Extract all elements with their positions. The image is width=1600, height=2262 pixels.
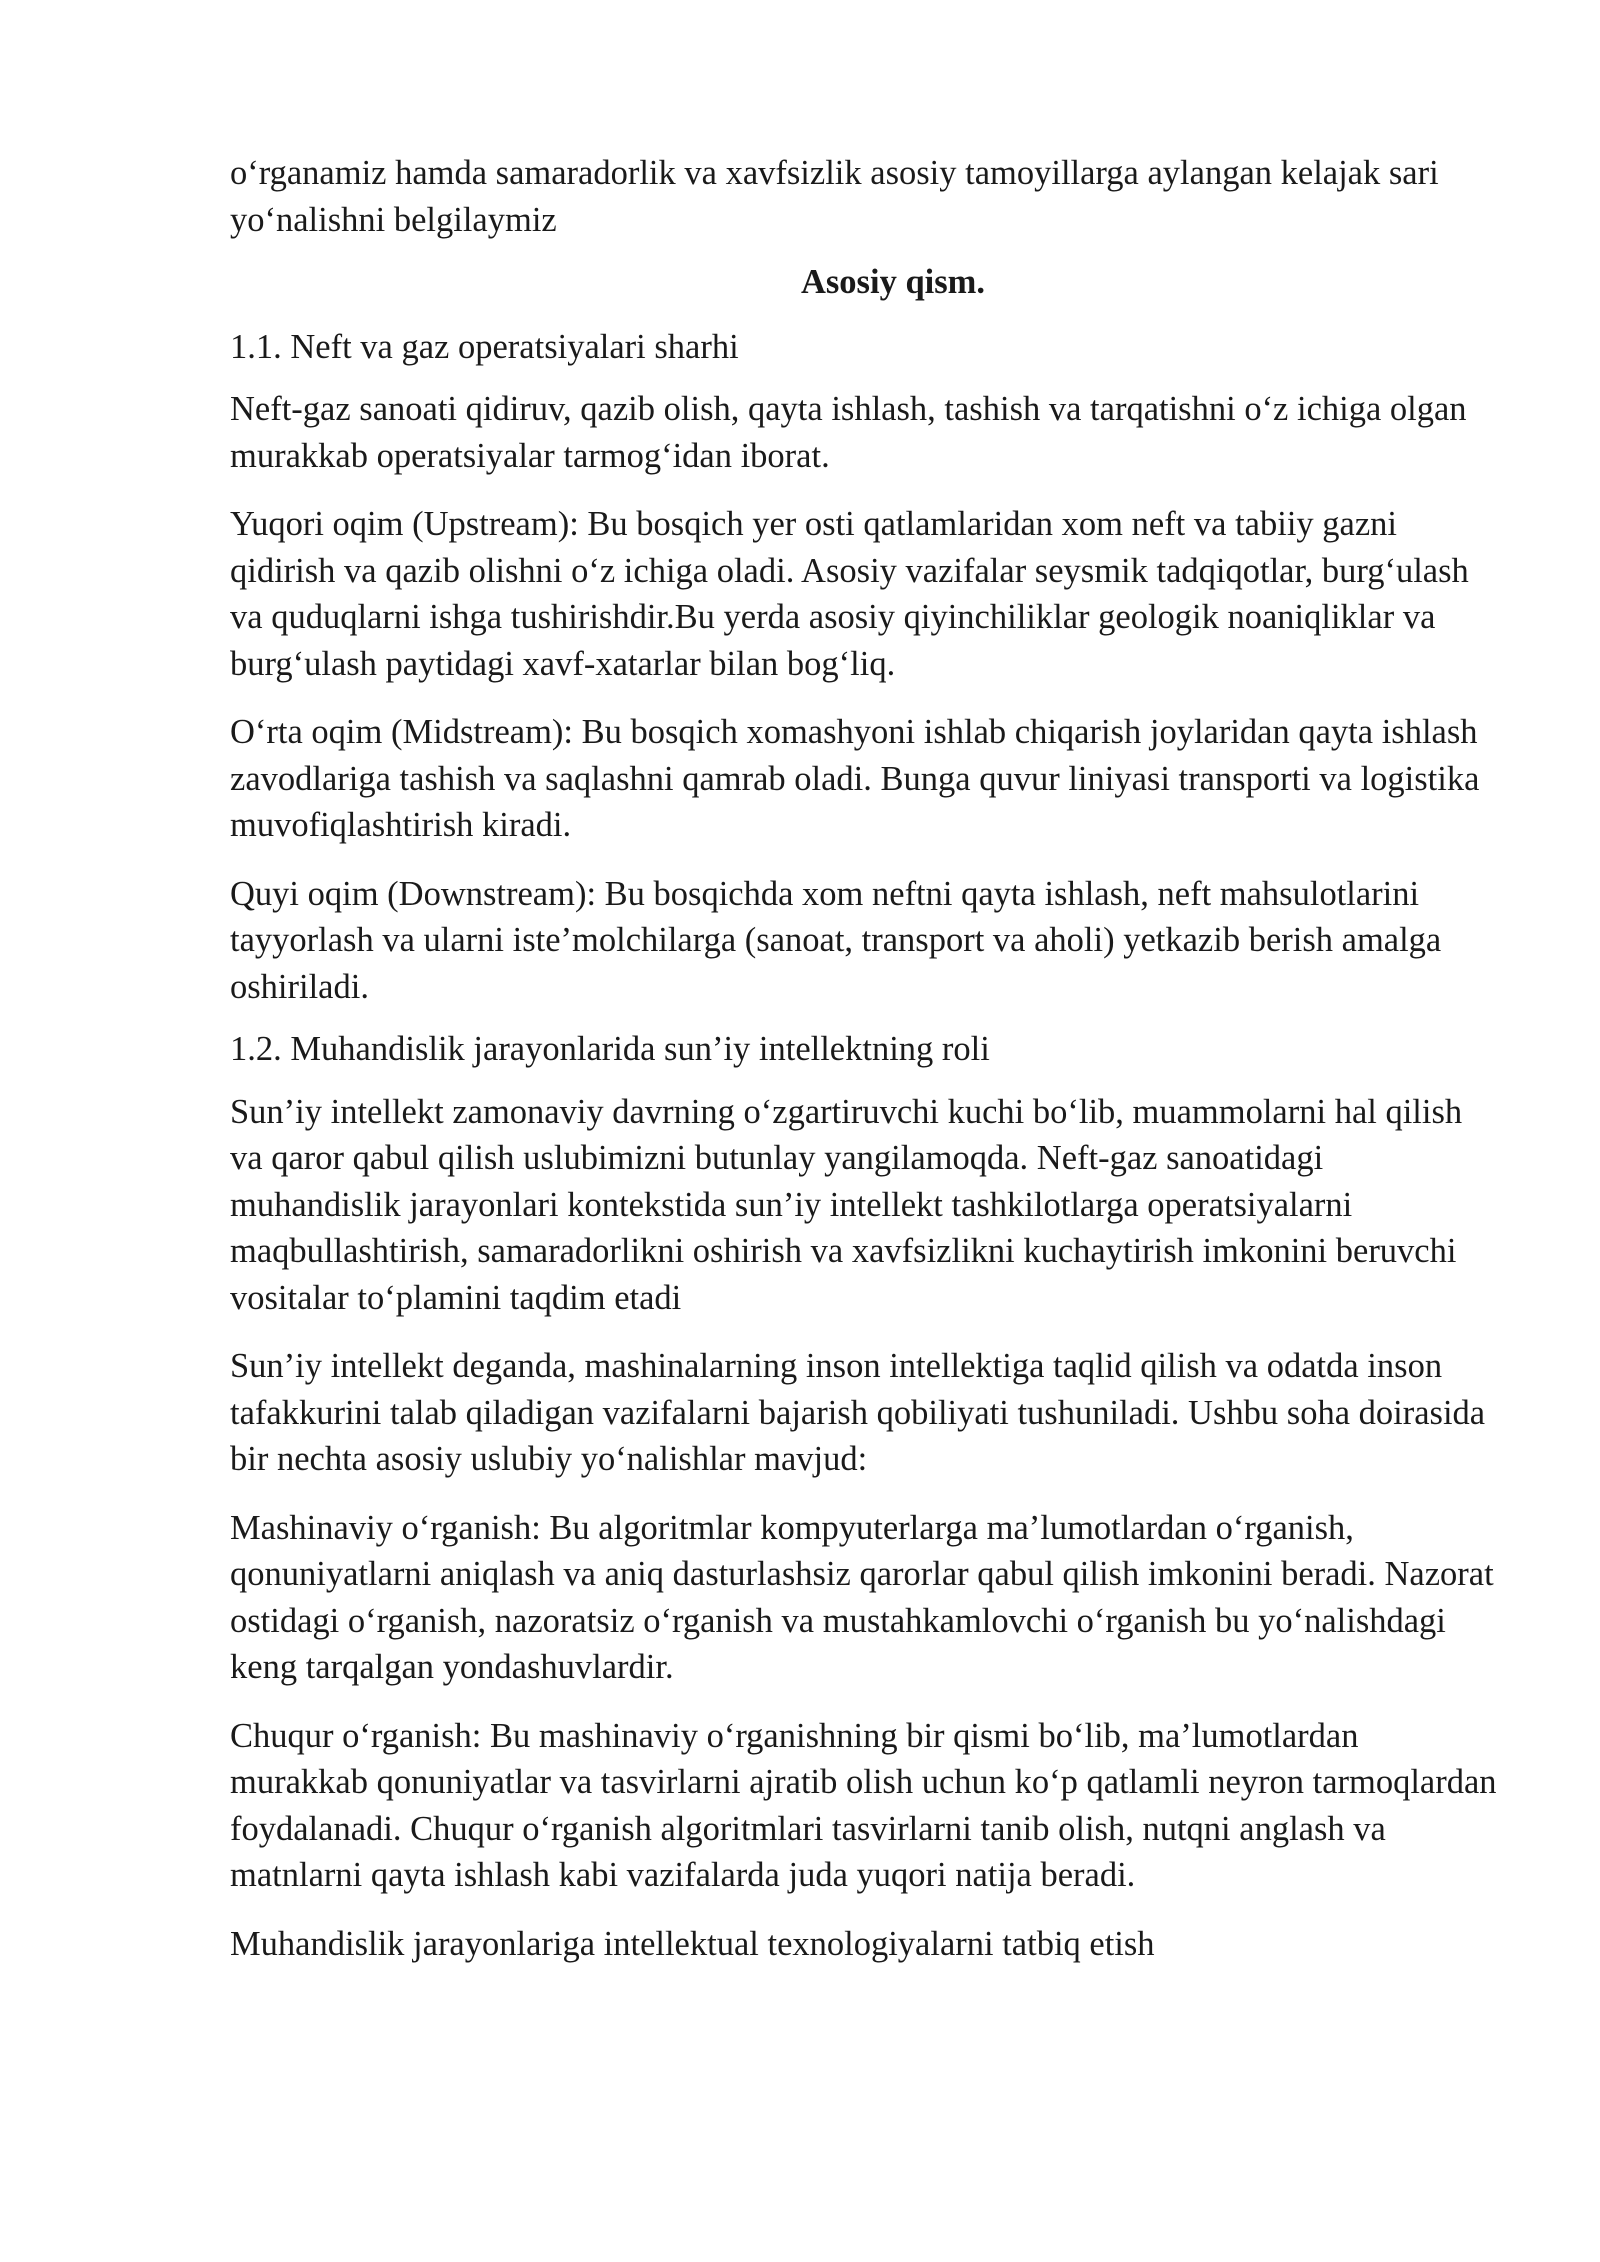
paragraph-deep-learning: Chuqur o‘rganish: Bu mashinaviy o‘rganishning bir qismi bo‘lib, ma’lumotlardan murakkab qonuniyatlar va tasvirlarni ajratib olish uchun ko‘p qatlamli neyron tarmoqlardan foydalanadi. Chuqur o‘rganish algoritmlari tasvirlarni tanib olish, nutqni anglash va matnlarni qayta ishlash kabi vazifalarda juda yuqori natija beradi.: [230, 1716, 1497, 1894]
subsection-heading-1-2: 1.2. Muhandislik jarayonlarida sun’iy intellektning roli: [230, 1030, 990, 1068]
paragraph-ai-role: Sun’iy intellekt zamonaviy davrning o‘zgartiruvchi kuchi bo‘lib, muammolarni hal qilish va qaror qabul qilish uslubimizni butunlay yangilamoqda. Neft-gaz sanoatidagi muhandislik jarayonlari kontekstida sun’iy intellekt tashkilotlarga operatsiyalarni maqbullashtirish, samaradorlikni oshirish va xavfsizlikni kuchaytirish imkonini beruvchi vositalar to‘plamini taqdim etadi: [230, 1092, 1463, 1317]
paragraph-ai-definition: Sun’iy intellekt deganda, mashinalarning inson intellektiga taqlid qilish va odatda inson tafakkurini talab qiladigan vazifalarni bajarish qobiliyati tushuniladi. Ushbu soha doirasida bir nechta asosiy uslubiy yo‘nalishlar mavjud:: [230, 1347, 1486, 1478]
paragraph-machine-learning: Mashinaviy o‘rganish: Bu algoritmlar kompyuterlarga ma’lumotlardan o‘rganish, qonuniyatlarni aniqlash va aniq dasturlashsiz qarorlar qabul qilish imkonini beradi. Nazorat ostidagi o‘rganish, nazoratsiz o‘rganish va mustahkamlovchi o‘rganish bu yo‘nalishdagi keng tarqalgan yondashuvlardir.: [230, 1508, 1494, 1686]
paragraph-downstream: Quyi oqim (Downstream): Bu bosqichda xom neftni qayta ishlash, neft mahsulotlarini tayyorlash va ularni iste’molchilarga (sanoat, transport va aholi) yetkazib berish amalga oshiriladi.: [230, 874, 1442, 1006]
paragraph-intelligent-tech: Muhandislik jarayonlariga intellektual texnologiyalarni tatbiq etish: [230, 1924, 1155, 1963]
subsection-heading-1-1: 1.1. Neft va gaz operatsiyalari sharhi: [230, 327, 739, 366]
document-body: [230, 150, 1498, 1989]
paragraph-oil-gas-overview: Neft-gaz sanoati qidiruv, qazib olish, qayta ishlash, tashish va tarqatishni o‘z ichiga olgan murakkab operatsiyalar tarmog‘idan iborat.: [230, 390, 1467, 475]
paragraph-upstream: Yuqori oqim (Upstream): Bu bosqich yer osti qatlamlaridan xom neft va tabiiy gazni qidirish va qazib olishni o‘z ichiga oladi. Asosiy vazifalar seysmik tadqiqotlar, burg‘ulash va quduqlarni ishga tushirishdir.Bu yerda asosiy qiyinchiliklar geologik noaniqliklar va burg‘ulash paytidagi xavf-xatarlar bilan bog‘liq.: [230, 505, 1469, 683]
section-heading: Asosiy qism.: [800, 263, 986, 301]
intro-continuation-paragraph: o‘rganamiz hamda samaradorlik va xavfsizlik asosiy tamoyillarga aylangan kelajak sari yo‘nalishni belgilaymiz: [230, 154, 1439, 239]
paragraph-midstream: O‘rta oqim (Midstream): Bu bosqich xomashyoni ishlab chiqarish joylaridan qayta ishlash zavodlariga tashish va saqlashni qamrab oladi. Bunga quvur liniyasi transporti va logistika muvofiqlashtirish kiradi.: [230, 713, 1480, 844]
